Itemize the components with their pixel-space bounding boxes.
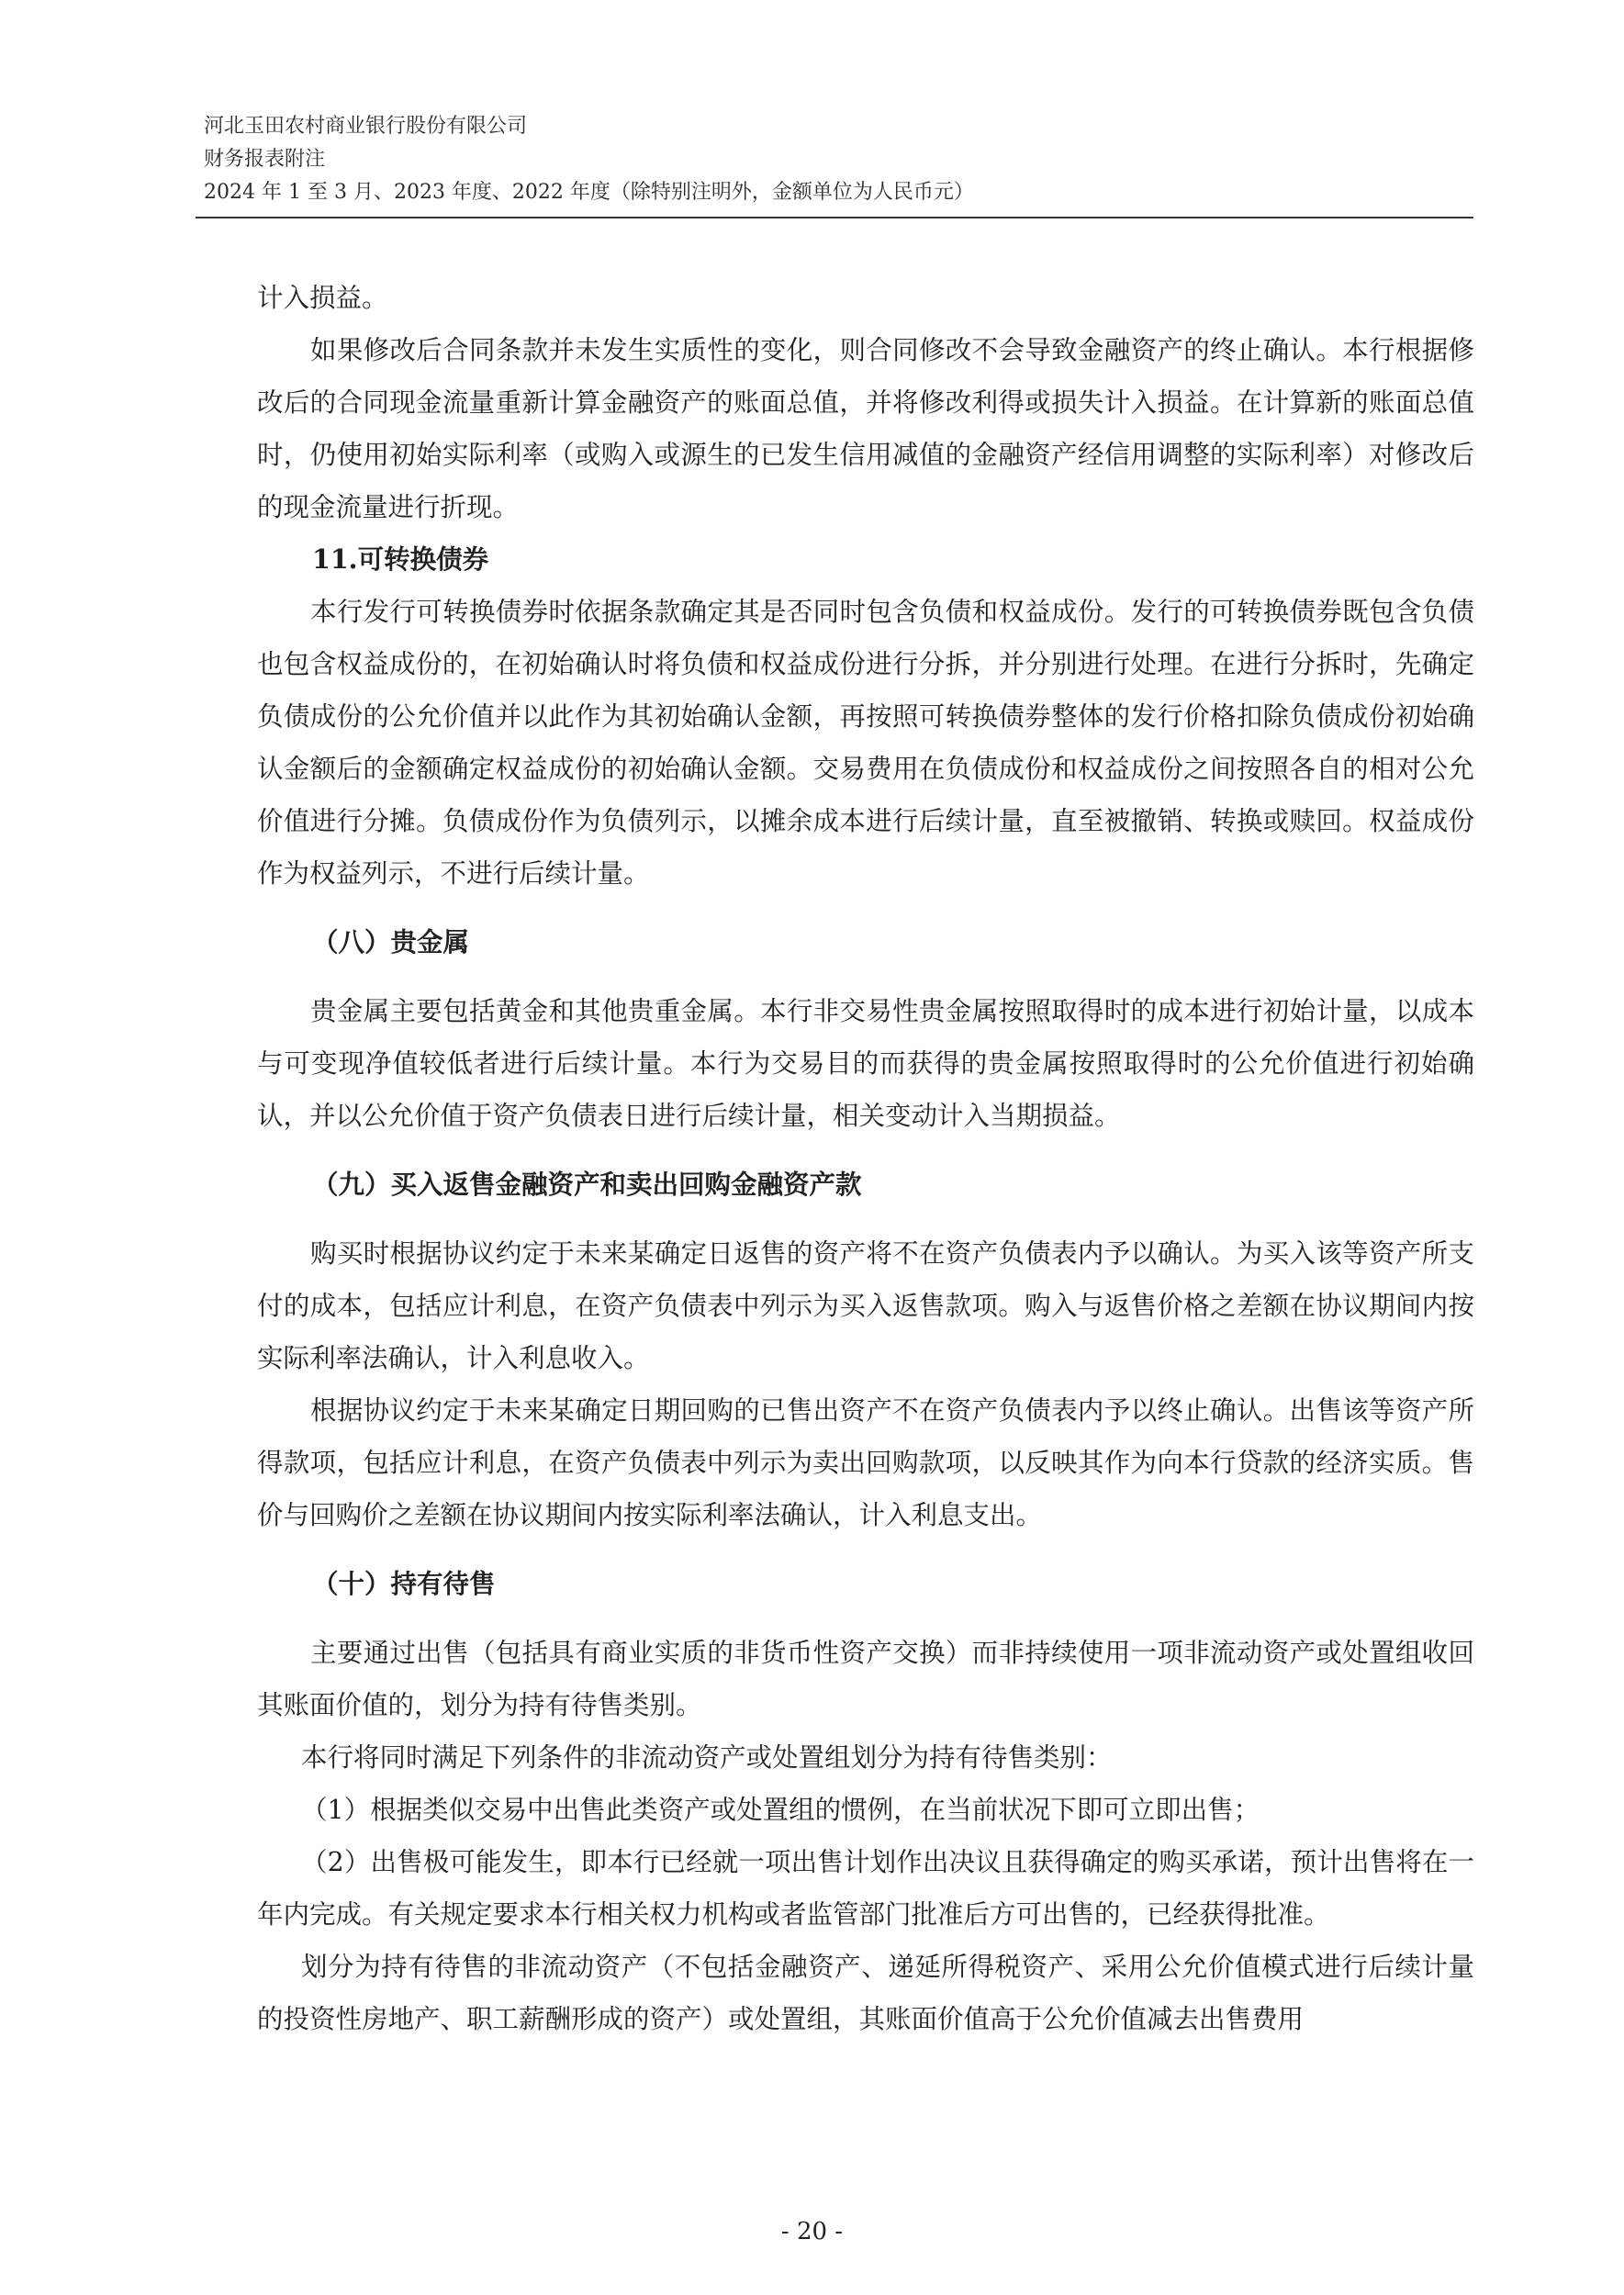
period-note: 2024 年 1 至 3 月、2023 年度、2022 年度（除特别注明外，金额单位为人民币元） xyxy=(204,181,974,204)
paragraph-convertible-bonds: 本行发行可转换债券时依据条款确定其是否同时包含负债和权益成份。发行的可转换债券既包含负债也包含权益成份的，在初始确认时将负债和权益成份进行分拆，并分别进行处理。在进行分拆时，先确定负债成份的公允价值并以此作为其初始确认金额，再按照可转换债券整体的发行价格扣除负债成份初始确认金额后的金额确定权益成份的初始确认金额。交易费用在负债成份和权益成份之间按照各自的相对公允价值进行分摊。负债成份作为负债列示，以摊余成本进行后续计量，直至被撤销、转换或赎回。权益成份作为权益列示，不进行后续计量。 xyxy=(257,597,1474,889)
list-item-condition-1: （1）根据类似交易中出售此类资产或处置组的惯例，在当前状况下即可立即出售； xyxy=(301,1795,1260,1825)
page-number: - 20 - xyxy=(780,2218,844,2245)
heading-precious-metals: （八）贵金属 xyxy=(312,926,470,957)
page-header xyxy=(204,110,1471,209)
paragraph-continuation: 计入损益。 xyxy=(257,283,388,313)
paragraph-precious-metals: 贵金属主要包括黄金和其他贵重金属。本行非交易性贵金属按照取得时的成本进行初始计量，以成本与可变现净值较低者进行后续计量。本行为交易目的而获得的贵金属按照取得时的公允价值进行初始确认，并以公允价值于资产负债表日进行后续计量，相关变动计入当期损益。 xyxy=(257,996,1474,1131)
list-item-condition-2: （2）出售极可能发生，即本行已经就一项出售计划作出决议且获得确定的购买承诺，预计出售将在一年内完成。有关规定要求本行相关权力机构或者监管部门批准后方可出售的，已经获得批准。 xyxy=(257,1847,1474,1930)
document-title: 财务报表附注 xyxy=(204,148,326,171)
heading-convertible-bonds: 11.可转换债券 xyxy=(312,543,489,575)
paragraph-repo: 根据协议约定于未来某确定日期回购的已售出资产不在资产负债表内予以终止确认。出售该等资产所得款项，包括应计利息，在资产负债表中列示为卖出回购款项，以反映其作为向本行贷款的经济实质。售价与回购价之差额在协议期间内按实际利率法确认，计入利息支出。 xyxy=(257,1395,1474,1530)
company-name: 河北玉田农村商业银行股份有限公司 xyxy=(204,115,528,138)
paragraph-contract-modification: 如果修改后合同条款并未发生实质性的变化，则合同修改不会导致金融资产的终止确认。本行根据修改后的合同现金流量重新计算金融资产的账面总值，并将修改利得或损失计入损益。在计算新的账面总值时，仍使用初始实际利率（或购入或源生的已发生信用减值的金融资产经信用调整的实际利率）对修改后的现金流量进行折现。 xyxy=(257,335,1474,522)
header-divider xyxy=(196,217,1473,218)
paragraph-reverse-repo: 购买时根据协议约定于未来某确定日返售的资产将不在资产负债表内予以确认。为买入该等资产所支付的成本，包括应计利息，在资产负债表中列示为买入返售款项。购入与返售价格之差额在协议期间内按实际利率法确认，计入利息收入。 xyxy=(257,1238,1474,1373)
document-body xyxy=(257,272,1474,2045)
heading-repo-assets: （九）买入返售金融资产和卖出回购金融资产款 xyxy=(312,1169,862,1200)
paragraph-held-for-sale-definition: 主要通过出售（包括具有商业实质的非货币性资产交换）而非持续使用一项非流动资产或处置组收回其账面价值的，划分为持有待售类别。 xyxy=(257,1638,1474,1720)
paragraph-held-for-sale-measurement: 划分为持有待售的非流动资产（不包括金融资产、递延所得税资产、采用公允价值模式进行后续计量的投资性房地产、职工薪酬形成的资产）或处置组，其账面价值高于公允价值减去出售费用 xyxy=(257,1952,1474,2034)
heading-held-for-sale: （十）持有待售 xyxy=(312,1568,496,1599)
paragraph-held-for-sale-conditions: 本行将同时满足下列条件的非流动资产或处置组划分为持有待售类别： xyxy=(301,1742,1113,1773)
